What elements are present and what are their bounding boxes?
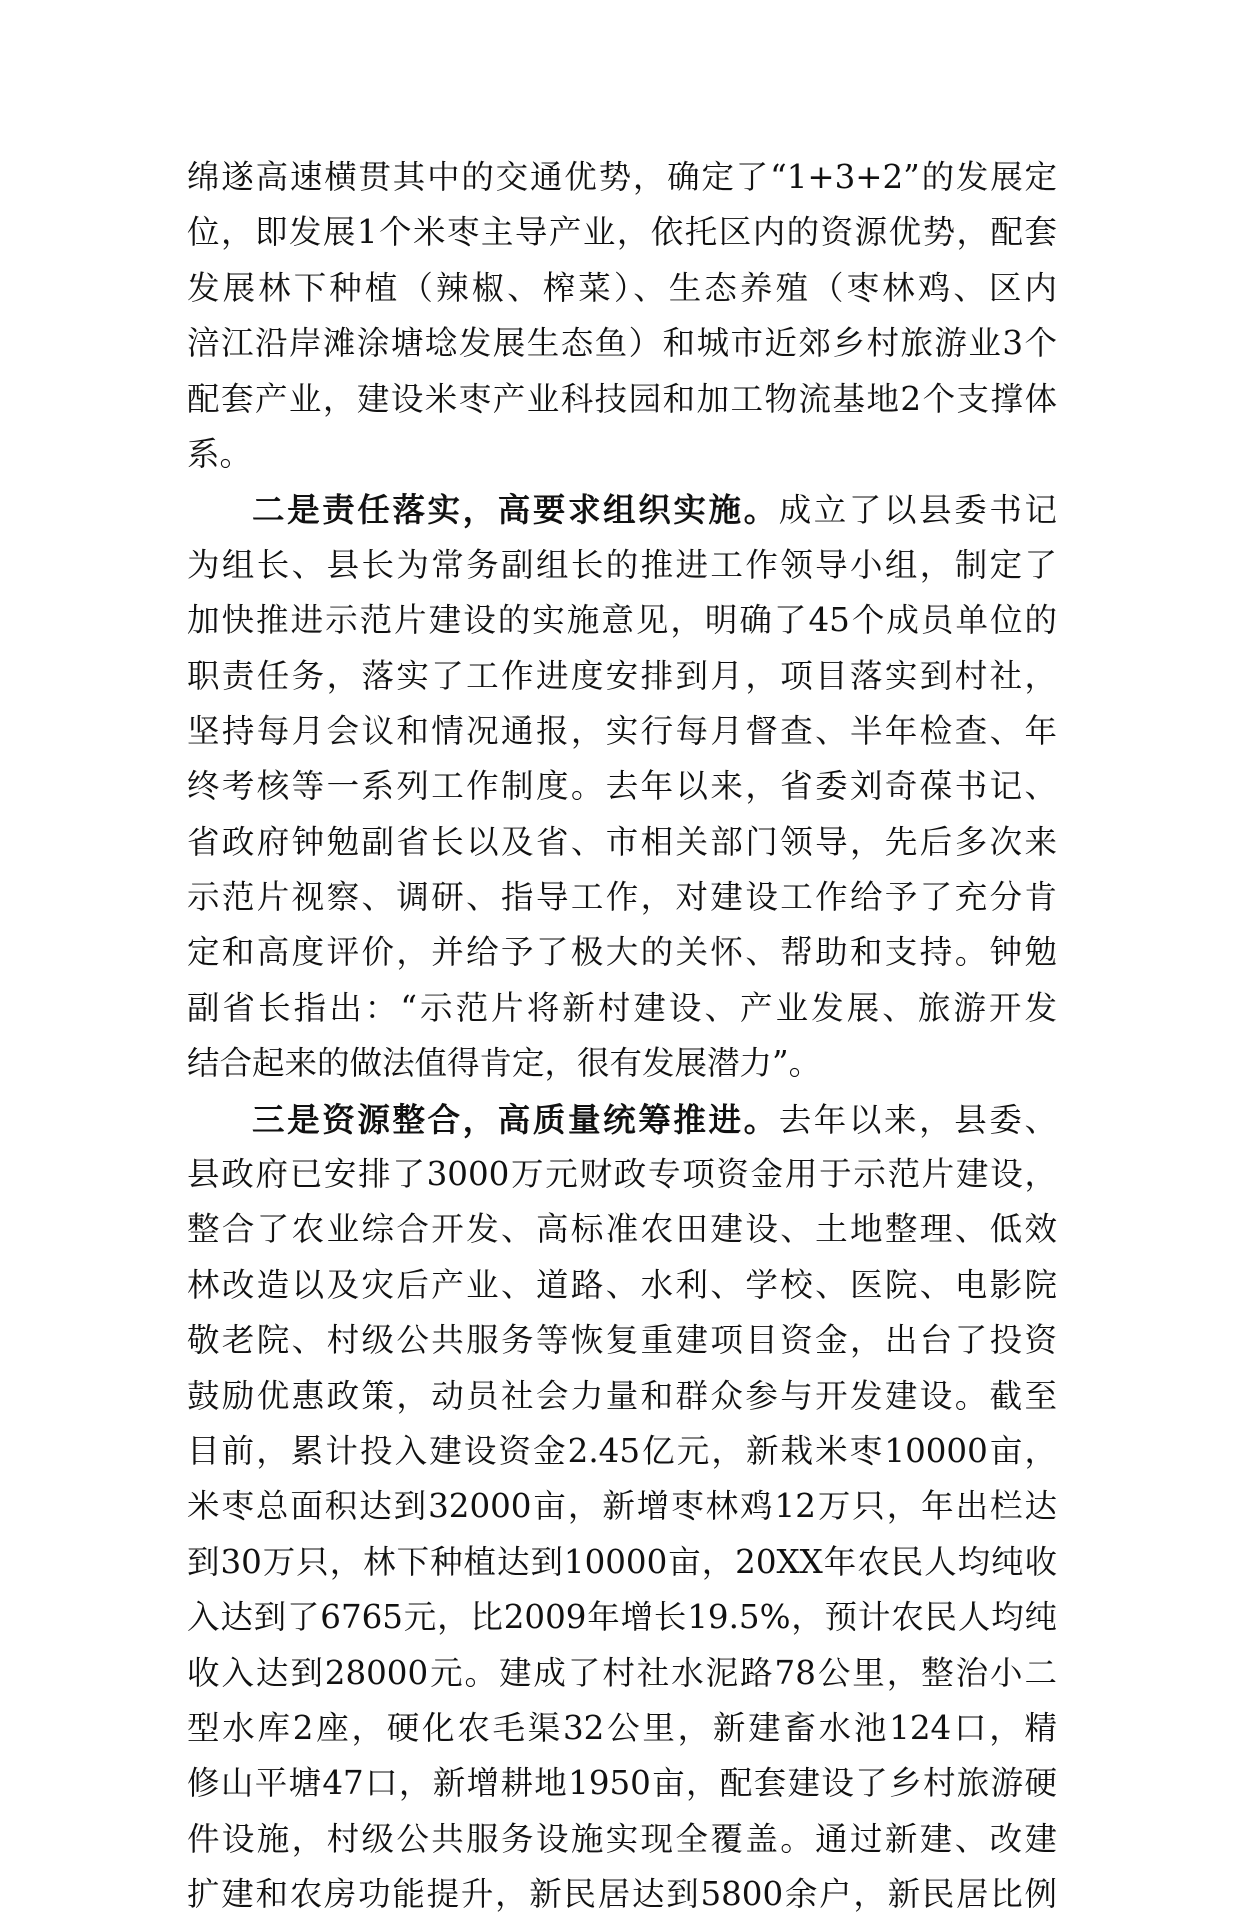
text-line: 位，即发展1个米枣主导产业，依托区内的资源优势，配套 <box>187 213 1057 252</box>
text-line: 配套产业，建设米枣产业科技园和加工物流基地2个支撑体 <box>187 379 1057 418</box>
text-line: 系。 <box>187 434 253 473</box>
text-line: 定和高度评价，并给予了极大的关怀、帮助和支持。钟勉 <box>187 933 1057 972</box>
text-line: 职责任务，落实了工作进度安排到月，项目落实到村社， <box>187 656 1057 695</box>
text-line: 扩建和农房功能提升，新民居达到5800余户，新民居比例 <box>187 1875 1057 1914</box>
text-line: 整合了农业综合开发、高标准农田建设、土地整理、低效 <box>187 1210 1057 1249</box>
text-line: 林改造以及灾后产业、道路、水利、学校、医院、电影院 <box>187 1265 1057 1304</box>
text-line: 省政府钟勉副省长以及省、市相关部门领导，先后多次来 <box>187 822 1057 861</box>
text-line: 副省长指出：“示范片将新村建设、产业发展、旅游开发 <box>187 988 1057 1027</box>
text-line: 到30万只，林下种植达到10000亩，20XX年农民人均纯收 <box>187 1542 1057 1581</box>
body-text <box>187 150 1057 1923</box>
text-line: 收入达到28000元。建成了村社水泥路78公里，整治小二 <box>187 1653 1057 1692</box>
paragraph-heading: 三是资源整合，高质量统筹推进。 <box>252 1099 779 1139</box>
text-line: 终考核等一系列工作制度。去年以来，省委刘奇葆书记、 <box>187 767 1057 806</box>
text-line: 件设施，村级公共服务设施实现全覆盖。通过新建、改建 <box>187 1819 1057 1858</box>
text-line: 修山平塘47口，新增耕地1950亩，配套建设了乡村旅游硬 <box>187 1764 1057 1803</box>
text-line: 加快推进示范片建设的实施意见，明确了45个成员单位的 <box>187 601 1057 640</box>
text-run: 成立了以县委书记 <box>778 491 1057 530</box>
text-line: 鼓励优惠政策，动员社会力量和群众参与开发建设。截至 <box>187 1376 1057 1415</box>
text-line: 坚持每月会议和情况通报，实行每月督查、半年检查、年 <box>187 711 1057 750</box>
text-line: 发展林下种植（辣椒、榨菜）、生态养殖（枣林鸡、区内 <box>187 268 1057 307</box>
text-line: 绵遂高速横贯其中的交通优势，确定了“1+3+2”的发展定 <box>187 158 1057 196</box>
text-line: 结合起来的做法值得肯定，很有发展潜力”。 <box>187 1044 822 1083</box>
text-line: 米枣总面积达到32000亩，新增枣林鸡12万只，年出栏达 <box>187 1487 1057 1526</box>
text-line: 入达到了6765元，比2009年增长19.5%，预计农民人均纯 <box>187 1598 1057 1637</box>
text-line: 敬老院、村级公共服务等恢复重建项目资金，出台了投资 <box>187 1321 1057 1360</box>
text-line: 涪江沿岸滩涂塘埝发展生态鱼）和城市近郊乡村旅游业3个 <box>187 324 1057 363</box>
text-line: 为组长、县长为常务副组长的推进工作领导小组，制定了 <box>187 545 1057 584</box>
paragraph-heading: 二是责任落实，高要求组织实施。 <box>252 490 779 530</box>
text-line: 示范片视察、调研、指导工作，对建设工作给予了充分肯 <box>187 878 1057 917</box>
text-line: 型水库2座，硬化农毛渠32公里，新建畜水池124口，精 <box>187 1708 1057 1747</box>
text-line: 目前，累计投入建设资金2.45亿元，新栽米枣10000亩， <box>187 1431 1057 1470</box>
text-run: 去年以来，县委、 <box>778 1100 1057 1139</box>
paragraph-first-line <box>187 482 1057 537</box>
paragraph-first-line <box>187 1092 1057 1147</box>
text-line: 县政府已安排了3000万元财政专项资金用于示范片建设， <box>187 1155 1057 1194</box>
